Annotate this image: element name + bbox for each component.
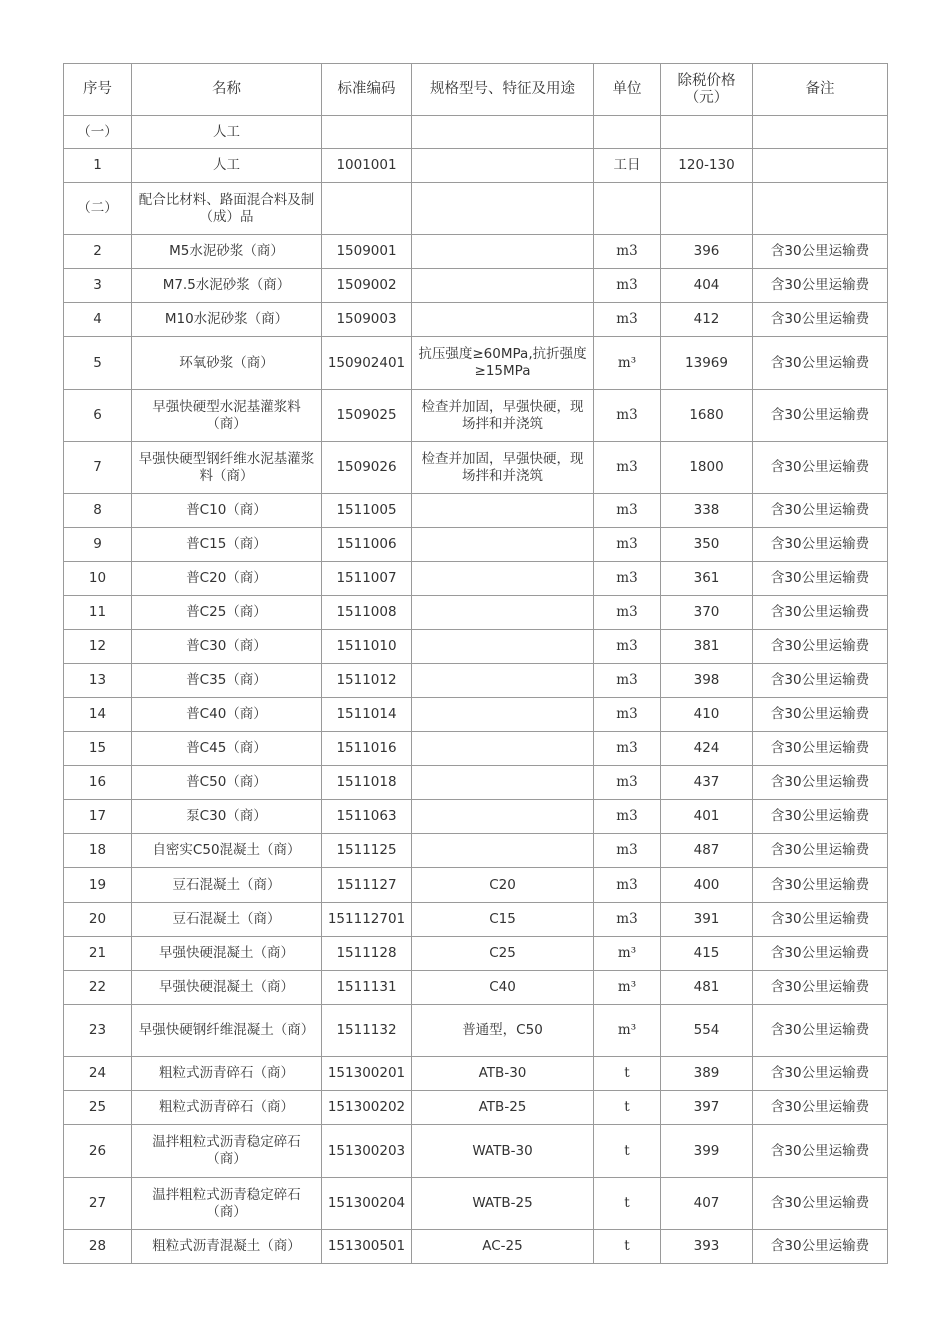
table-row: [64, 596, 888, 630]
table-row: [64, 698, 888, 732]
cell-price: 410: [661, 698, 753, 732]
cell-no: 17: [64, 800, 132, 834]
cell-no: 12: [64, 630, 132, 664]
cell-spec: AC-25: [412, 1230, 594, 1264]
cell-name: 豆石混凝土（商）: [132, 903, 322, 937]
cell-code: 151300501: [322, 1230, 412, 1264]
cell-no: （一）: [64, 116, 132, 149]
cell-note: 含30公里运输费: [753, 698, 888, 732]
table-row: [64, 937, 888, 971]
cell-spec: [412, 494, 594, 528]
header-price-line1: 除税价格: [677, 72, 736, 89]
table-row: [64, 303, 888, 337]
cell-note: 含30公里运输费: [753, 390, 888, 442]
table-row: [64, 337, 888, 390]
table-row: [64, 1125, 888, 1178]
cell-spec: [412, 269, 594, 303]
cell-note: 含30公里运输费: [753, 1178, 888, 1230]
cell-code: 1509002: [322, 269, 412, 303]
table-row: [64, 1178, 888, 1230]
cell-no: 18: [64, 834, 132, 868]
cell-price: 370: [661, 596, 753, 630]
cell-unit: 工日: [594, 149, 661, 183]
cell-unit: m3: [594, 800, 661, 834]
cell-note: 含30公里运输费: [753, 562, 888, 596]
table-row: [64, 868, 888, 903]
cell-spec: [412, 235, 594, 269]
cell-price: 120-130: [661, 149, 753, 183]
cell-no: 16: [64, 766, 132, 800]
cell-spec: C25: [412, 937, 594, 971]
header-price-line2: （元）: [684, 89, 729, 106]
cell-no: 11: [64, 596, 132, 630]
cell-unit: m³: [594, 971, 661, 1005]
cell-note: 含30公里运输费: [753, 1091, 888, 1125]
cell-no: 23: [64, 1005, 132, 1057]
cell-code: 1511008: [322, 596, 412, 630]
header-code: 标准编码: [322, 64, 412, 116]
table-body: [64, 116, 888, 1264]
cell-unit: m3: [594, 664, 661, 698]
table-row: [64, 183, 888, 235]
cell-spec: [412, 698, 594, 732]
cell-no: 24: [64, 1057, 132, 1091]
cell-spec: [412, 528, 594, 562]
cell-note: 含30公里运输费: [753, 1125, 888, 1178]
cell-spec: [412, 732, 594, 766]
cell-no: 8: [64, 494, 132, 528]
cell-unit: m3: [594, 903, 661, 937]
cell-note: 含30公里运输费: [753, 1057, 888, 1091]
cell-no: 3: [64, 269, 132, 303]
cell-price: 389: [661, 1057, 753, 1091]
cell-spec: 检查并加固，早强快硬，现场拌和并浇筑: [412, 442, 594, 494]
cell-unit: t: [594, 1125, 661, 1178]
table-row: [64, 732, 888, 766]
cell-note: 含30公里运输费: [753, 664, 888, 698]
cell-name: 普C30（商）: [132, 630, 322, 664]
cell-code: 1511012: [322, 664, 412, 698]
cell-name: M7.5水泥砂浆（商）: [132, 269, 322, 303]
table-row: [64, 903, 888, 937]
header-note: 备注: [753, 64, 888, 116]
cell-spec: C15: [412, 903, 594, 937]
cell-no: 15: [64, 732, 132, 766]
cell-unit: [594, 183, 661, 235]
header-unit: 单位: [594, 64, 661, 116]
cell-note: 含30公里运输费: [753, 1005, 888, 1057]
cell-code: 1511016: [322, 732, 412, 766]
cell-note: 含30公里运输费: [753, 1230, 888, 1264]
cell-code: 1509003: [322, 303, 412, 337]
cell-note: 含30公里运输费: [753, 630, 888, 664]
cell-name: 早强快硬混凝土（商）: [132, 971, 322, 1005]
cell-price: 397: [661, 1091, 753, 1125]
cell-name: 早强快硬钢纤维混凝土（商）: [132, 1005, 322, 1057]
cell-name: M10水泥砂浆（商）: [132, 303, 322, 337]
cell-price: 407: [661, 1178, 753, 1230]
cell-no: 14: [64, 698, 132, 732]
cell-code: 151300204: [322, 1178, 412, 1230]
cell-code: 151300203: [322, 1125, 412, 1178]
cell-spec: [412, 562, 594, 596]
cell-unit: m3: [594, 269, 661, 303]
cell-unit: m3: [594, 766, 661, 800]
cell-no: 22: [64, 971, 132, 1005]
cell-spec: [412, 800, 594, 834]
cell-name: M5水泥砂浆（商）: [132, 235, 322, 269]
cell-name: 普C20（商）: [132, 562, 322, 596]
cell-code: 1511131: [322, 971, 412, 1005]
cell-no: 27: [64, 1178, 132, 1230]
cell-price: 424: [661, 732, 753, 766]
cell-no: 20: [64, 903, 132, 937]
cell-price: 412: [661, 303, 753, 337]
table-row: [64, 528, 888, 562]
cell-note: 含30公里运输费: [753, 528, 888, 562]
table-row: [64, 494, 888, 528]
table-row: [64, 1230, 888, 1264]
cell-price: 399: [661, 1125, 753, 1178]
header-spec: 规格型号、特征及用途: [412, 64, 594, 116]
cell-name: 豆石混凝土（商）: [132, 868, 322, 903]
cell-code: 1001001: [322, 149, 412, 183]
cell-spec: [412, 664, 594, 698]
cell-price: [661, 183, 753, 235]
table-row: [64, 390, 888, 442]
cell-spec: [412, 596, 594, 630]
cell-no: 13: [64, 664, 132, 698]
cell-name: 泵C30（商）: [132, 800, 322, 834]
cell-code: 1511125: [322, 834, 412, 868]
table-row: [64, 630, 888, 664]
cell-price: 481: [661, 971, 753, 1005]
cell-note: 含30公里运输费: [753, 269, 888, 303]
cell-code: 1511007: [322, 562, 412, 596]
cell-no: （二）: [64, 183, 132, 235]
cell-name: 人工: [132, 116, 322, 149]
cell-unit: m3: [594, 732, 661, 766]
table-row: [64, 269, 888, 303]
cell-code: 151300202: [322, 1091, 412, 1125]
cell-unit: t: [594, 1057, 661, 1091]
cell-unit: m3: [594, 868, 661, 903]
cell-name: 粗粒式沥青碎石（商）: [132, 1057, 322, 1091]
cell-code: 1511132: [322, 1005, 412, 1057]
cell-spec: [412, 149, 594, 183]
cell-note: 含30公里运输费: [753, 800, 888, 834]
cell-spec: ATB-30: [412, 1057, 594, 1091]
cell-note: 含30公里运输费: [753, 937, 888, 971]
cell-code: 1509001: [322, 235, 412, 269]
cell-price: 391: [661, 903, 753, 937]
cell-code: 1509026: [322, 442, 412, 494]
table-row: [64, 834, 888, 868]
cell-price: 338: [661, 494, 753, 528]
table-row: [64, 149, 888, 183]
cell-unit: m3: [594, 303, 661, 337]
cell-unit: m3: [594, 442, 661, 494]
table-header-row: [64, 64, 888, 116]
cell-price: 393: [661, 1230, 753, 1264]
cell-code: 151112701: [322, 903, 412, 937]
cell-unit: m3: [594, 235, 661, 269]
table-row: [64, 116, 888, 149]
cell-unit: t: [594, 1091, 661, 1125]
table-row: [64, 235, 888, 269]
cell-no: 26: [64, 1125, 132, 1178]
cell-unit: [594, 116, 661, 149]
cell-unit: m³: [594, 937, 661, 971]
cell-no: 25: [64, 1091, 132, 1125]
cell-name: 粗粒式沥青混凝土（商）: [132, 1230, 322, 1264]
table-row: [64, 1091, 888, 1125]
cell-price: 398: [661, 664, 753, 698]
cell-note: [753, 116, 888, 149]
cell-spec: [412, 630, 594, 664]
cell-name: 环氧砂浆（商）: [132, 337, 322, 390]
cell-name: 普C50（商）: [132, 766, 322, 800]
table-row: [64, 1057, 888, 1091]
cell-note: [753, 149, 888, 183]
cell-spec: [412, 183, 594, 235]
cell-price: 401: [661, 800, 753, 834]
cell-price: 415: [661, 937, 753, 971]
cell-name: 配合比材料、路面混合料及制（成）品: [132, 183, 322, 235]
cell-note: 含30公里运输费: [753, 868, 888, 903]
cell-price: 487: [661, 834, 753, 868]
cell-no: 19: [64, 868, 132, 903]
cell-no: 6: [64, 390, 132, 442]
cell-spec: 普通型，C50: [412, 1005, 594, 1057]
table-row: [64, 1005, 888, 1057]
cell-spec: WATB-30: [412, 1125, 594, 1178]
cell-unit: m³: [594, 337, 661, 390]
cell-no: 2: [64, 235, 132, 269]
cell-note: 含30公里运输费: [753, 494, 888, 528]
cell-code: 1511014: [322, 698, 412, 732]
cell-note: 含30公里运输费: [753, 303, 888, 337]
cell-note: 含30公里运输费: [753, 235, 888, 269]
cell-name: 早强快硬型钢纤维水泥基灌浆料（商）: [132, 442, 322, 494]
cell-no: 10: [64, 562, 132, 596]
table-row: [64, 562, 888, 596]
cell-code: 1511018: [322, 766, 412, 800]
cell-note: 含30公里运输费: [753, 596, 888, 630]
cell-spec: WATB-25: [412, 1178, 594, 1230]
price-table: [63, 63, 888, 1264]
cell-code: 1511005: [322, 494, 412, 528]
cell-code: [322, 116, 412, 149]
cell-price: 400: [661, 868, 753, 903]
cell-name: 自密实C50混凝土（商）: [132, 834, 322, 868]
cell-unit: m3: [594, 630, 661, 664]
cell-code: 150902401: [322, 337, 412, 390]
cell-unit: m³: [594, 1005, 661, 1057]
cell-note: 含30公里运输费: [753, 766, 888, 800]
cell-unit: m3: [594, 528, 661, 562]
cell-note: 含30公里运输费: [753, 337, 888, 390]
cell-no: 28: [64, 1230, 132, 1264]
cell-unit: t: [594, 1178, 661, 1230]
cell-note: 含30公里运输费: [753, 442, 888, 494]
cell-name: 温拌粗粒式沥青稳定碎石（商）: [132, 1125, 322, 1178]
cell-note: 含30公里运输费: [753, 971, 888, 1005]
cell-no: 4: [64, 303, 132, 337]
cell-no: 5: [64, 337, 132, 390]
cell-no: 9: [64, 528, 132, 562]
cell-code: 1511063: [322, 800, 412, 834]
cell-no: 21: [64, 937, 132, 971]
table-row: [64, 766, 888, 800]
cell-name: 普C10（商）: [132, 494, 322, 528]
cell-unit: m3: [594, 390, 661, 442]
cell-spec: [412, 303, 594, 337]
cell-unit: m3: [594, 494, 661, 528]
cell-no: 7: [64, 442, 132, 494]
cell-spec: ATB-25: [412, 1091, 594, 1125]
cell-name: 温拌粗粒式沥青稳定碎石（商）: [132, 1178, 322, 1230]
cell-spec: [412, 116, 594, 149]
cell-name: 普C40（商）: [132, 698, 322, 732]
cell-price: 381: [661, 630, 753, 664]
header-no: 序号: [64, 64, 132, 116]
cell-price: 13969: [661, 337, 753, 390]
cell-price: 396: [661, 235, 753, 269]
cell-unit: m3: [594, 698, 661, 732]
cell-name: 普C15（商）: [132, 528, 322, 562]
cell-price: 1800: [661, 442, 753, 494]
cell-name: 粗粒式沥青碎石（商）: [132, 1091, 322, 1125]
cell-unit: m3: [594, 596, 661, 630]
cell-name: 早强快硬混凝土（商）: [132, 937, 322, 971]
cell-code: 1511006: [322, 528, 412, 562]
cell-unit: m3: [594, 834, 661, 868]
cell-spec: C40: [412, 971, 594, 1005]
cell-spec: 抗压强度≥60MPa,抗折强度≥15MPa: [412, 337, 594, 390]
cell-spec: [412, 834, 594, 868]
cell-name: 人工: [132, 149, 322, 183]
cell-price: 361: [661, 562, 753, 596]
table-row: [64, 442, 888, 494]
cell-name: 普C45（商）: [132, 732, 322, 766]
cell-code: 1509025: [322, 390, 412, 442]
cell-code: 151300201: [322, 1057, 412, 1091]
cell-note: 含30公里运输费: [753, 903, 888, 937]
cell-spec: [412, 766, 594, 800]
cell-price: [661, 116, 753, 149]
cell-code: 1511127: [322, 868, 412, 903]
cell-spec: 检查并加固，早强快硬，现场拌和并浇筑: [412, 390, 594, 442]
cell-unit: t: [594, 1230, 661, 1264]
header-price: [661, 64, 753, 116]
cell-price: 554: [661, 1005, 753, 1057]
header-name: 名称: [132, 64, 322, 116]
table-row: [64, 971, 888, 1005]
cell-note: 含30公里运输费: [753, 834, 888, 868]
cell-price: 350: [661, 528, 753, 562]
cell-no: 1: [64, 149, 132, 183]
cell-name: 普C35（商）: [132, 664, 322, 698]
cell-price: 404: [661, 269, 753, 303]
cell-price: 437: [661, 766, 753, 800]
cell-price: 1680: [661, 390, 753, 442]
cell-name: 早强快硬型水泥基灌浆料（商）: [132, 390, 322, 442]
cell-code: 1511010: [322, 630, 412, 664]
cell-code: [322, 183, 412, 235]
cell-code: 1511128: [322, 937, 412, 971]
cell-unit: m3: [594, 562, 661, 596]
table-row: [64, 800, 888, 834]
cell-note: [753, 183, 888, 235]
table-row: [64, 664, 888, 698]
cell-note: 含30公里运输费: [753, 732, 888, 766]
cell-name: 普C25（商）: [132, 596, 322, 630]
cell-spec: C20: [412, 868, 594, 903]
